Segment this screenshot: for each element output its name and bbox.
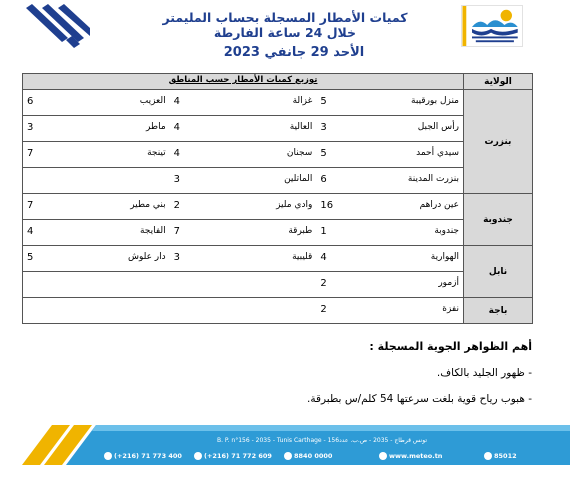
station-name: تينجة (147, 148, 166, 158)
station-name: الهوارية (430, 252, 459, 262)
phenomenon-item: - هبوب رياح قوية بلغت سرعتها 54 كلم/س بطبرقة. (307, 393, 532, 405)
report-date: الأحد 29 جانفي 2023 (223, 45, 365, 60)
station-name: طبرقة (288, 226, 313, 236)
table-row (23, 194, 463, 220)
station-cell (23, 90, 170, 115)
phone-icon (104, 452, 112, 460)
page-header (0, 0, 587, 72)
rainfall-value: 5 (26, 252, 34, 263)
table-row (23, 142, 463, 168)
table-row (23, 90, 463, 116)
station-cell (170, 194, 317, 219)
station-cell (170, 220, 317, 245)
station-cell (170, 272, 317, 297)
rainfall-value: 4 (26, 226, 34, 237)
stations-block (23, 90, 464, 194)
stations-block (23, 246, 464, 298)
website[interactable]: www.meteo.tn (379, 452, 442, 460)
station-name: العالية (289, 122, 313, 132)
title-line-2: خلال 24 ساعة الفارطة (213, 25, 357, 40)
station-cell (170, 298, 317, 323)
governorate-group (23, 90, 533, 194)
globe-icon (379, 452, 387, 460)
station-name: الفايجة (139, 226, 166, 236)
rainfall-value: 6 (26, 96, 34, 107)
station-cell (316, 142, 463, 167)
governorate-group (23, 298, 533, 324)
fax-icon (194, 452, 202, 460)
station-cell (170, 168, 317, 193)
governorate-group (23, 246, 533, 298)
governorate-cell: باجة (464, 298, 533, 324)
station-cell (316, 168, 463, 193)
distribution-header-label: توزيع كميات الأمطار حسب المناطق (168, 75, 318, 85)
rainfall-value: 2 (320, 304, 327, 315)
station-name: أزمور (438, 278, 459, 288)
rainfall-value: 6 (320, 174, 327, 185)
rainfall-value: 2 (320, 278, 327, 289)
station-cell (23, 194, 170, 219)
station-name: منزل بورقيبة (411, 96, 459, 106)
phone-1: (+216) 71 773 400 (104, 452, 182, 460)
table-row (23, 220, 463, 245)
rainfall-value: 7 (26, 200, 34, 211)
toll-free-icon (284, 452, 292, 460)
sms-number: 85012 (484, 452, 517, 460)
table-row (23, 298, 463, 323)
station-cell (170, 90, 317, 115)
station-name: قليبية (292, 252, 313, 262)
station-name: بنزرت المدينة (407, 174, 459, 184)
table-row (23, 168, 463, 193)
station-cell (316, 194, 463, 219)
rainfall-value: 3 (173, 174, 181, 185)
governorate-cell: جندوبة (464, 194, 533, 246)
station-cell (170, 142, 317, 167)
station-name: غزالة (292, 96, 313, 106)
station-cell (23, 298, 170, 323)
station-name: نفزة (442, 304, 459, 314)
governorate-group (23, 194, 533, 246)
rainfall-value: 5 (320, 148, 327, 159)
rainfall-table (22, 73, 533, 324)
station-name: سجنان (286, 148, 313, 158)
table-row (23, 272, 463, 297)
station-cell (316, 90, 463, 115)
rainfall-value: 3 (320, 122, 327, 133)
station-name: بني مطير (130, 200, 166, 210)
institute-logo (461, 5, 523, 47)
rainfall-value: 1 (320, 226, 327, 237)
station-name: ماطر (145, 122, 166, 132)
rainfall-value: 7 (173, 226, 181, 237)
station-name: الماتلين (284, 174, 313, 184)
station-name: رأس الجبل (417, 122, 459, 132)
station-cell (316, 298, 463, 323)
page-footer (22, 425, 570, 465)
station-cell (23, 168, 170, 193)
distribution-header (23, 74, 464, 90)
table-row (23, 116, 463, 142)
rainfall-value: 16 (320, 200, 334, 211)
station-name: وادي مليز (276, 200, 313, 210)
table-row (23, 246, 463, 272)
station-cell (23, 220, 170, 245)
institut-national-meteorologie-logo-icon (462, 6, 522, 46)
rainfall-value: 7 (26, 148, 34, 159)
title-line-1: كميات الأمطار المسجلة بحساب المليمتر (162, 10, 408, 25)
stations-block (23, 298, 464, 324)
rainfall-value: 4 (320, 252, 327, 263)
station-cell (316, 272, 463, 297)
governorate-header: الولاية (464, 74, 533, 90)
sms-icon (484, 452, 492, 460)
footer-address: B. P. n°156 - 2035 - Tunis Carthage - تونس قرطاج - 2035 - ص.ب. عدد156 (216, 437, 427, 444)
station-cell (23, 142, 170, 167)
page-title (120, 10, 450, 40)
rainfall-value: 3 (26, 122, 34, 133)
footer-contacts (104, 452, 564, 463)
station-name: عين دراهم (419, 200, 459, 210)
station-cell (170, 246, 317, 271)
rainfall-value: 2 (173, 200, 181, 211)
station-cell (316, 246, 463, 271)
rainfall-value: 5 (320, 96, 327, 107)
station-name: جندوبة (434, 226, 459, 236)
toll-free: 8840 0000 (284, 452, 332, 460)
station-name: العزيب (139, 96, 166, 106)
rainfall-value: 3 (173, 252, 181, 263)
phone-2: (+216) 71 772 609 (194, 452, 272, 460)
station-cell (170, 116, 317, 141)
rainfall-value: 4 (173, 96, 181, 107)
station-cell (23, 246, 170, 271)
station-cell (316, 220, 463, 245)
phenomenon-item: - ظهور الجليد بالكاف. (436, 367, 532, 379)
governorate-cell: بنزرت (464, 90, 533, 194)
phenomena-title: أهم الظواهر الجوية المسجلة : (369, 340, 532, 353)
stations-block (23, 194, 464, 246)
station-cell (23, 116, 170, 141)
station-name: دار علوش (127, 252, 166, 262)
rainfall-value: 4 (173, 122, 181, 133)
station-name: سيدي أحمد (416, 148, 459, 158)
brand-stripes-icon (26, 4, 90, 48)
station-cell (316, 116, 463, 141)
rainfall-value: 4 (173, 148, 181, 159)
governorate-cell: نابل (464, 246, 533, 298)
station-cell (23, 272, 170, 297)
